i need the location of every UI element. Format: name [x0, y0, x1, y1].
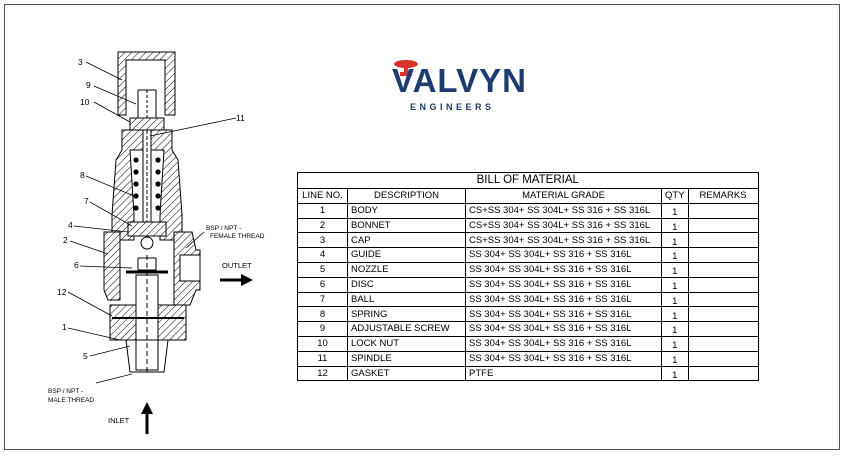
material-grade-cell: SS 304+ SS 304L+ SS 316 + SS 316L [466, 262, 662, 277]
header-qty: QTY [662, 189, 689, 204]
table-row [298, 203, 759, 218]
header-material-grade: MATERIAL GRADE [466, 189, 662, 204]
remarks-cell [688, 366, 758, 381]
callout-5: 5 [83, 351, 88, 361]
table-row [298, 351, 759, 366]
qty-cell: 1 [662, 292, 689, 307]
callout-3: 3 [78, 57, 83, 67]
table-row [298, 218, 759, 233]
remarks-cell [688, 203, 758, 218]
qty-cell: 1 [662, 307, 689, 322]
inlet-arrow-icon [141, 402, 153, 434]
line-no-cell: 6 [298, 277, 348, 292]
qty-cell: 1 [662, 218, 689, 233]
qty-cell: 1 [662, 248, 689, 263]
guide-ball [128, 222, 166, 249]
callout-1: 1 [62, 322, 67, 332]
material-grade-cell: CS+SS 304+ SS 304L+ SS 316 + SS 316L [466, 218, 662, 233]
male-thread-line1: BSP / NPT - [48, 388, 84, 395]
description-cell: GASKET [348, 366, 466, 381]
qty-cell: 1 [662, 322, 689, 337]
remarks-cell [688, 248, 758, 263]
callout-12: 12 [57, 287, 67, 297]
remarks-cell [688, 262, 758, 277]
header-remarks: REMARKS [688, 189, 758, 204]
header-line-no: LINE NO. [298, 189, 348, 204]
material-grade-cell: SS 304+ SS 304L+ SS 316 + SS 316L [466, 307, 662, 322]
description-cell: LOCK NUT [348, 336, 466, 351]
description-cell: BONNET [348, 218, 466, 233]
callout-7: 7 [84, 196, 89, 206]
remarks-cell [688, 233, 758, 248]
description-cell: BODY [348, 203, 466, 218]
inlet-label: INLET [108, 416, 130, 425]
remarks-cell [688, 277, 758, 292]
brand-name: VALVYN [392, 62, 527, 99]
qty-cell: 1 [662, 351, 689, 366]
line-no-cell: 2 [298, 218, 348, 233]
remarks-cell [688, 336, 758, 351]
qty-cell: 1 [662, 336, 689, 351]
material-grade-cell: SS 304+ SS 304L+ SS 316 + SS 316L [466, 248, 662, 263]
table-row [298, 233, 759, 248]
table-row [298, 277, 759, 292]
qty-cell: 1 [662, 233, 689, 248]
material-grade-cell: SS 304+ SS 304L+ SS 316 + SS 316L [466, 351, 662, 366]
female-thread-line2: FEMALE THREAD [210, 233, 265, 240]
description-cell: NOZZLE [348, 262, 466, 277]
description-cell: ADJUSTABLE SCREW [348, 322, 466, 337]
material-grade-cell: SS 304+ SS 304L+ SS 316 + SS 316L [466, 277, 662, 292]
header-description: DESCRIPTION [348, 189, 466, 204]
qty-cell: 1 [662, 277, 689, 292]
line-no-cell: 4 [298, 248, 348, 263]
description-cell: CAP [348, 233, 466, 248]
adjustable-screw [130, 90, 164, 130]
callout-4: 4 [68, 220, 73, 230]
table-row [298, 262, 759, 277]
callout-2: 2 [63, 235, 68, 245]
remarks-cell [688, 307, 758, 322]
material-grade-cell: PTFE [466, 366, 662, 381]
description-cell: SPINDLE [348, 351, 466, 366]
callout-11: 11 [236, 113, 245, 123]
table-row [298, 336, 759, 351]
line-no-cell: 7 [298, 292, 348, 307]
remarks-cell [688, 322, 758, 337]
callout-8: 8 [80, 170, 85, 180]
table-row [298, 292, 759, 307]
line-no-cell: 9 [298, 322, 348, 337]
table-row [298, 322, 759, 337]
material-grade-cell: CS+SS 304+ SS 304L+ SS 316 + SS 316L [466, 233, 662, 248]
bill-of-material-table [297, 172, 759, 381]
line-no-cell: 11 [298, 351, 348, 366]
material-grade-cell: SS 304+ SS 304L+ SS 316 + SS 316L [466, 322, 662, 337]
description-cell: GUIDE [348, 248, 466, 263]
remarks-cell [688, 351, 758, 366]
table-row [298, 248, 759, 263]
table-row [298, 366, 759, 381]
table-row [298, 307, 759, 322]
callout-6: 6 [74, 260, 79, 270]
female-thread-line1: BSP / NPT - [206, 225, 242, 232]
line-no-cell: 3 [298, 233, 348, 248]
bom-header-row [298, 189, 759, 204]
brand-tagline: ENGINEERS [410, 102, 495, 112]
callout-10: 10 [80, 97, 90, 107]
line-no-cell: 8 [298, 307, 348, 322]
male-thread-line2: MALE THREAD [48, 397, 95, 404]
bom-title: BILL OF MATERIAL [298, 173, 759, 189]
remarks-cell [688, 218, 758, 233]
description-cell: SPRING [348, 307, 466, 322]
material-grade-cell: SS 304+ SS 304L+ SS 316 + SS 316L [466, 336, 662, 351]
line-no-cell: 1 [298, 203, 348, 218]
callout-9: 9 [86, 80, 91, 90]
outlet-label: OUTLET [222, 261, 252, 270]
spindle [143, 130, 151, 230]
outlet-arrow-icon [220, 274, 253, 286]
remarks-cell [688, 292, 758, 307]
line-no-cell: 12 [298, 366, 348, 381]
qty-cell: 1 [662, 262, 689, 277]
material-grade-cell: CS+SS 304+ SS 304L+ SS 316 + SS 316L [466, 203, 662, 218]
description-cell: BALL [348, 292, 466, 307]
qty-cell: 1 [662, 366, 689, 381]
line-no-cell: 5 [298, 262, 348, 277]
material-grade-cell: SS 304+ SS 304L+ SS 316 + SS 316L [466, 292, 662, 307]
qty-cell: 1 [662, 203, 689, 218]
line-no-cell: 10 [298, 336, 348, 351]
description-cell: DISC [348, 277, 466, 292]
